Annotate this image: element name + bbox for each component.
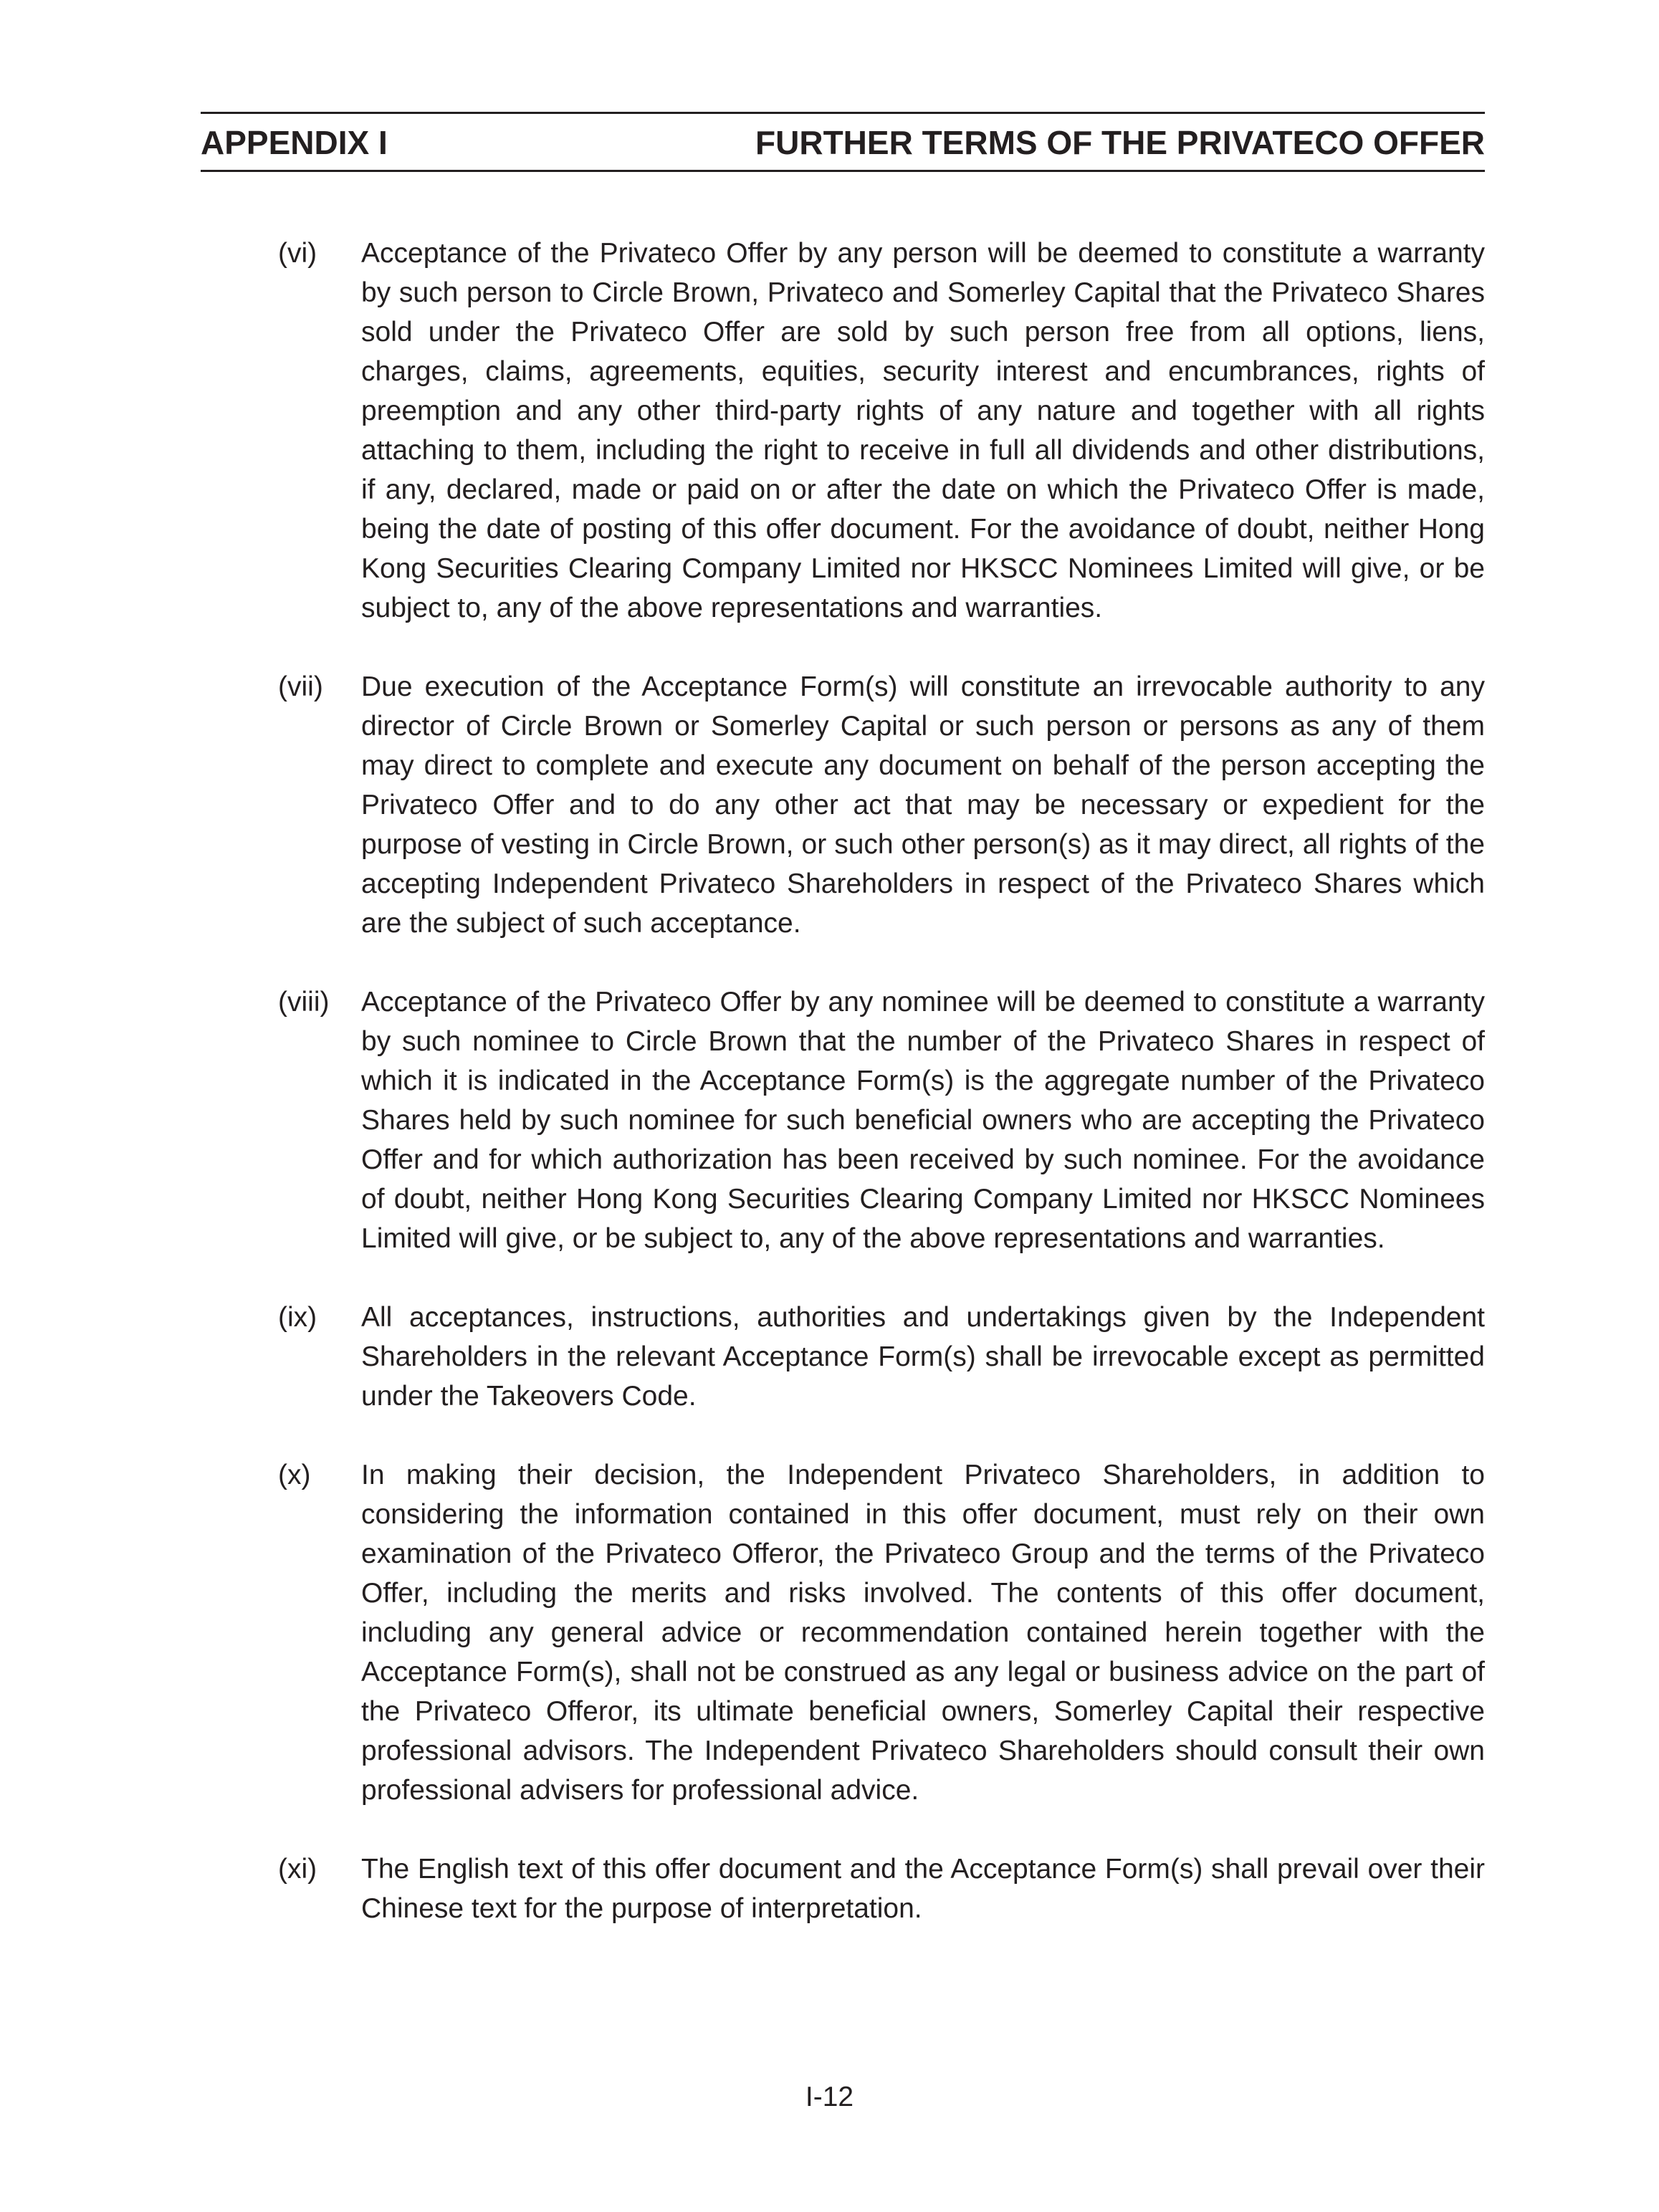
term-item-x	[278, 1455, 1485, 1810]
item-text: All acceptances, instructions, authorities and undertakings given by the Independent Shareholders in the relevant Acceptance Form(s) shall be irrevocable except as permitted under the Takeovers Code.	[361, 1302, 1485, 1412]
term-item-ix	[278, 1298, 1485, 1416]
term-item-xi	[278, 1849, 1485, 1928]
page-number: I-12	[805, 2082, 854, 2112]
item-text: Due execution of the Acceptance Form(s) will constitute an irrevocable authority to any director of Circle Brown or Somerley Capital or such person or persons as any of them may direct to complete and execute any document on behalf of the person accepting the Privateco Offer and to do any other act that may be necessary or expedient for the purpose of vesting in Circle Brown, or such other person(s) as it may direct, all rights of the accepting Independent Privateco Shareholders in respect of the Privateco Shares which are the subject of such acceptance.	[361, 671, 1485, 939]
item-number: (ix)	[278, 1302, 317, 1333]
item-text: Acceptance of the Privateco Offer by any person will be deemed to constitute a warranty by such person to Circle Brown, Privateco and Somerley Capital that the Privateco Shares sold under the Privateco Offer are sold by such person free from all options, liens, charges, claims, agreements, equities, security interest and encumbrances, rights of preemption and any other third-party rights of any nature and together with all rights attaching to them, including the right to receive in full all dividends and other distributions, if any, declared, made or paid on or after the date on which the Privateco Offer is made, being the date of posting of this offer document. For the avoidance of doubt, neither Hong Kong Securities Clearing Company Limited nor HKSCC Nominees Limited will give, or be subject to, any of the above representations and warranties.	[361, 238, 1485, 623]
term-item-viii	[278, 982, 1485, 1258]
terms-list	[278, 234, 1485, 1968]
term-item-vii	[278, 667, 1485, 943]
appendix-label: APPENDIX I	[201, 124, 388, 161]
item-number: (vi)	[278, 238, 317, 269]
item-number: (viii)	[278, 987, 330, 1018]
item-number: (x)	[278, 1460, 311, 1490]
item-text: In making their decision, the Independent Privateco Shareholders, in addition to considering the information contained in this offer document, must rely on their own examination of the Privateco Offeror, the Privateco Group and the terms of the Privateco Offer, including the merits and risks involved. The contents of this offer document, including any general advice or recommendation contained herein together with the Acceptance Form(s), shall not be construed as any legal or business advice on the part of the Privateco Offeror, its ultimate beneficial owners, Somerley Capital their respective professional advisors. The Independent Privateco Shareholders should consult their own professional advisers for professional advice.	[361, 1460, 1485, 1806]
section-title: FURTHER TERMS OF THE PRIVATECO OFFER	[755, 124, 1485, 161]
item-text: Acceptance of the Privateco Offer by any nominee will be deemed to constitute a warranty by such nominee to Circle Brown that the number of the Privateco Shares in respect of which it is indicated in the Acceptance Form(s) is the aggregate number of the Privateco Shares held by such nominee for such beneficial owners who are accepting the Privateco Offer and for which authorization has been received by such nominee. For the avoidance of doubt, neither Hong Kong Securities Clearing Company Limited nor HKSCC Nominees Limited will give, or be subject to, any of the above representations and warranties.	[361, 987, 1485, 1254]
item-number: (xi)	[278, 1854, 317, 1885]
page-header	[201, 112, 1485, 172]
term-item-vi	[278, 234, 1485, 628]
item-number: (vii)	[278, 671, 323, 702]
item-text: The English text of this offer document and the Acceptance Form(s) shall prevail over their Chinese text for the purpose of interpretation.	[361, 1854, 1485, 1924]
